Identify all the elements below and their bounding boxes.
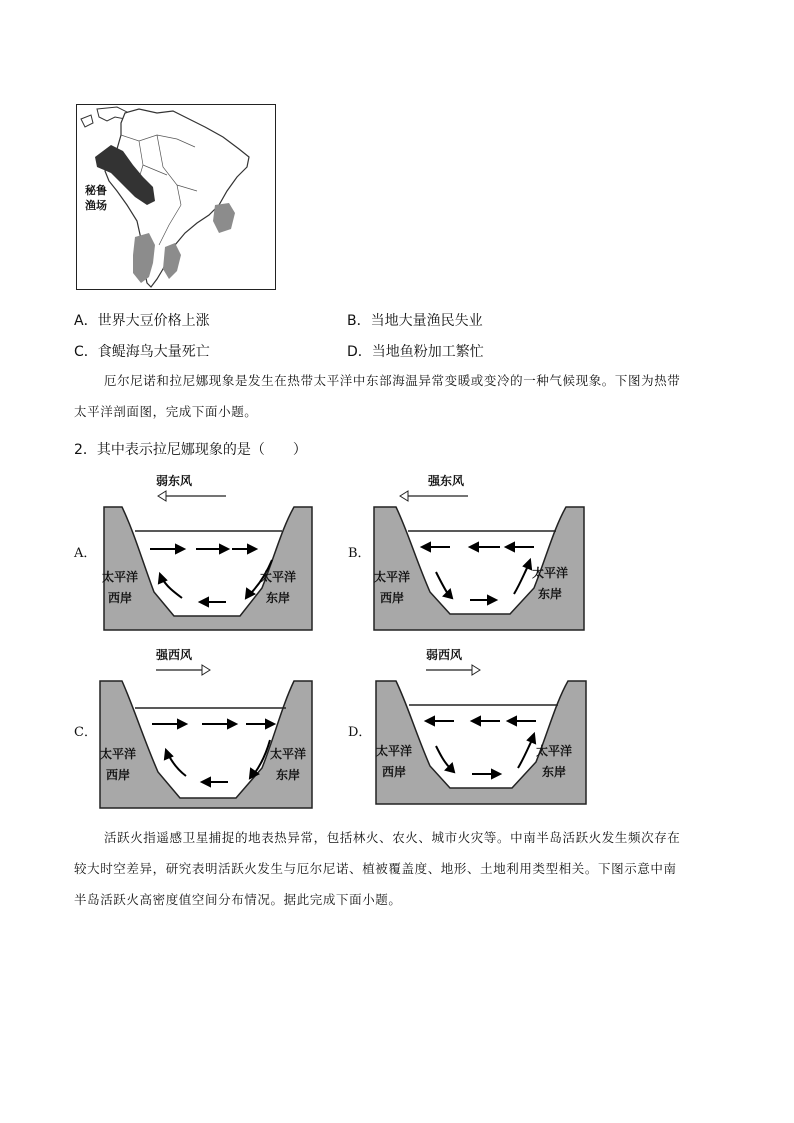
fire-paragraph-line1: 活跃火指遥感卫星捕捉的地表热异常，包括林火、农火、城市火灾等。中南半岛活跃火发生频次存在	[104, 830, 681, 845]
south-america-map	[76, 104, 276, 290]
q1-option-c[interactable]: C．食鳀海鸟大量死亡	[74, 344, 210, 360]
q2-option-a-letter[interactable]: A．	[74, 546, 97, 561]
diagram-b[interactable]	[372, 470, 586, 632]
diagram-a-east-label: 太平洋 东岸	[260, 570, 297, 605]
q1-option-a[interactable]: A．世界大豆价格上涨	[74, 313, 210, 329]
peru-fishery-label: 秘鲁 渔场	[85, 184, 107, 212]
intro-paragraph-line2: 太平洋剖面图，完成下面小题。	[74, 404, 258, 419]
atlantic-gray-zone	[213, 203, 235, 233]
q2-option-d-letter[interactable]: D．	[348, 725, 372, 740]
patagonia-gray-zone	[163, 243, 181, 279]
fire-paragraph-line2: 较大时空差异，研究表明活跃火发生与厄尔尼诺、植被覆盖度、地形、土地利用类型相关。下图示意中南	[74, 861, 677, 876]
diagram-a-wind-label: 弱东风	[156, 474, 193, 488]
diagram-b-wind-label: 强东风	[428, 474, 465, 488]
q2-option-c-letter[interactable]: C．	[74, 725, 97, 740]
diagram-c-wind-label: 强西风	[156, 648, 193, 662]
fire-paragraph-line3: 半岛活跃火高密度值空间分布情况。据此完成下面小题。	[74, 892, 402, 907]
diagram-c-west-label: 太平洋 西岸	[100, 747, 137, 782]
diagram-c[interactable]	[98, 644, 314, 810]
diagram-b-west-label: 太平洋 西岸	[374, 570, 411, 605]
diagram-a-west-label: 太平洋 西岸	[102, 570, 139, 605]
diagram-c-east-label: 太平洋 东岸	[270, 747, 307, 782]
question-2-title: 2．其中表示拉尼娜现象的是（ ）	[74, 442, 307, 458]
diagram-a[interactable]	[100, 470, 314, 632]
q1-option-b[interactable]: B．当地大量渔民失业	[347, 313, 483, 329]
diagram-d-wind-label: 弱西风	[426, 648, 463, 662]
diagram-b-east-label: 太平洋 东岸	[532, 566, 569, 601]
diagram-d-east-label: 太平洋 东岸	[536, 744, 573, 779]
diagram-d-west-label: 太平洋 西岸	[376, 744, 413, 779]
diagram-d[interactable]	[374, 644, 588, 806]
q2-option-b-letter[interactable]: B．	[348, 546, 371, 561]
q1-option-d[interactable]: D．当地鱼粉加工繁忙	[347, 344, 484, 360]
intro-paragraph-line1: 厄尔尼诺和拉尼娜现象是发生在热带太平洋中东部海温异常变暖或变冷的一种气候现象。下图为热带	[104, 373, 681, 388]
